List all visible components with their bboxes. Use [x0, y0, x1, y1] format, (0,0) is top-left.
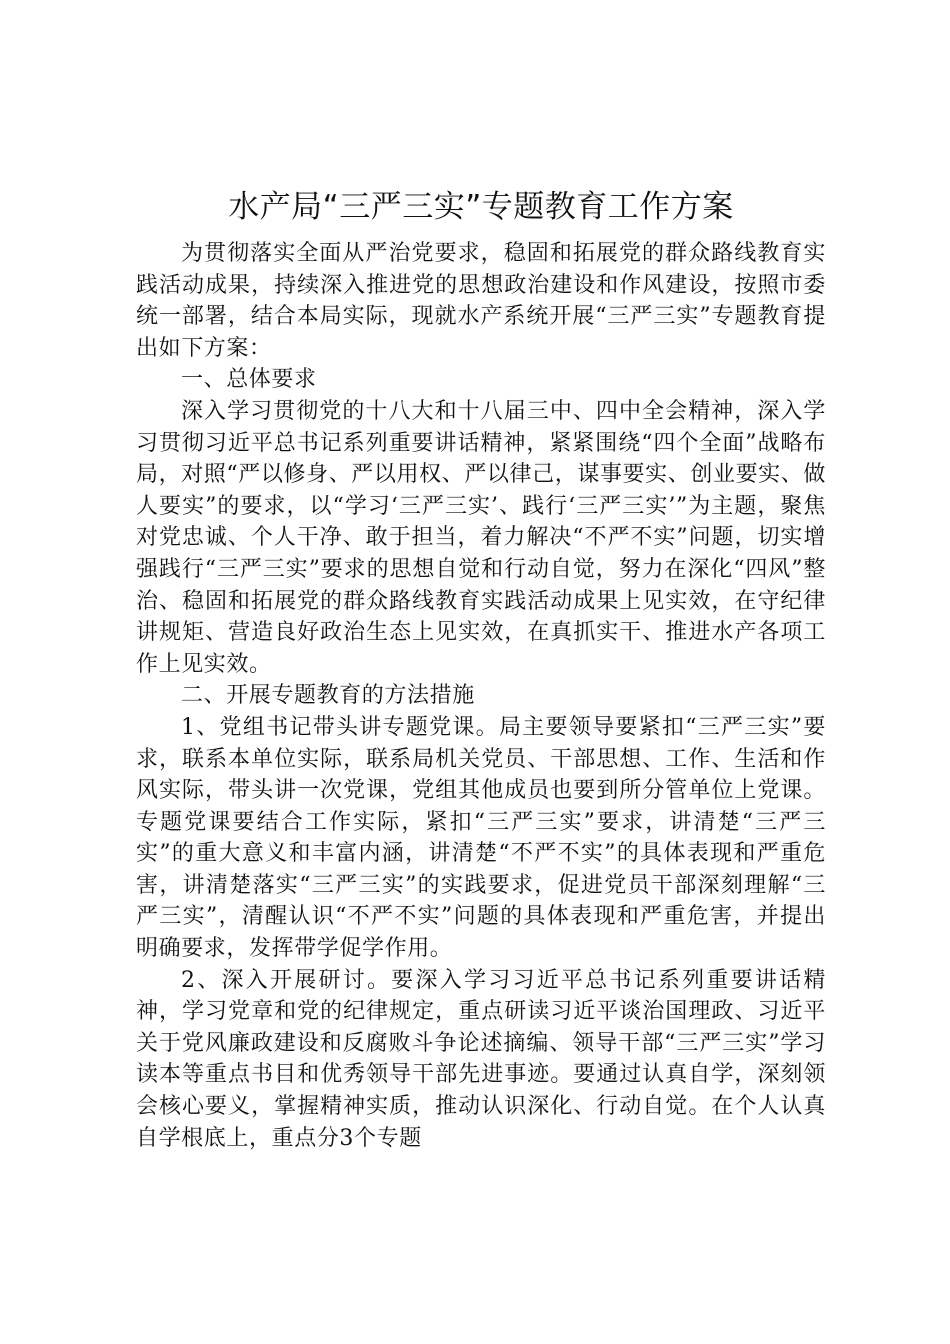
document-title: 水产局“三严三实”专题教育工作方案 — [228, 189, 734, 225]
method-paragraph-study-discussion: 2、深入开展研讨。要深入学习习近平总书记系列重要讲话精神，学习党章和党的纪律规定，重点研读习近平谈治国理政、习近平关于党风廉政建设和反腐败斗争论述摘编、领导干部“三严三实”学习读本等重点书目和优秀领导干部先进事迹。要通过认真自学，深刻领会核心要义，掌握精神实质，推动认识深化、行动自觉。在个人认真自学根底上，重点分3个专题 — [136, 967, 826, 1151]
section-heading-general-requirements: 一、总体要求 — [181, 367, 317, 393]
method-paragraph-party-lecture: 1、党组书记带头讲专题党课。局主要领导要紧扣“三严三实”要求，联系本单位实际，联系局机关党员、干部思想、工作、生活和作风实际，带头讲一次党课，党组其他成员也要到所分管单位上党课。专题党课要结合工作实际，紧扣“三严三实”要求，讲清楚“三严三实”的重大意义和丰富内涵，讲清楚“不严不实”的具体表现和严重危害，讲清楚落实“三严三实”的实践要求，促进党员干部深刻理解“三严三实”，清醒认识“不严不实”问题的具体表现和严重危害，并提出明确要求，发挥带学促学作用。 — [136, 714, 826, 962]
section-heading-methods: 二、开展专题教育的方法措施 — [181, 683, 475, 709]
intro-paragraph: 为贯彻落实全面从严治党要求，稳固和拓展党的群众路线教育实践活动成果，持续深入推进党的思想政治建设和作风建设，按照市委统一部署，结合本局实际，现就水产系统开展“三严三实”专题教育提出如下方案： — [136, 241, 826, 361]
document-page — [136, 178, 826, 1154]
general-requirements-paragraph: 深入学习贯彻党的十八大和十八届三中、四中全会精神，深入学习贯彻习近平总书记系列重要讲话精神，紧紧围绕“四个全面”战略布局，对照“严以修身、严以用权、严以律己，谋事要实、创业要实、做人要实”的要求，以“学习‘三严三实’、践行‘三严三实’”为主题，聚焦对党忠诚、个人干净、敢于担当，着力解决“不严不实”问题，切实增强践行“三严三实”要求的思想自觉和行动自觉，努力在深化“四风”整治、稳固和拓展党的群众路线教育实践活动成果上见实效，在守纪律讲规矩、营造良好政治生态上见实效，在真抓实干、推进水产各项工作上见实效。 — [136, 398, 826, 677]
